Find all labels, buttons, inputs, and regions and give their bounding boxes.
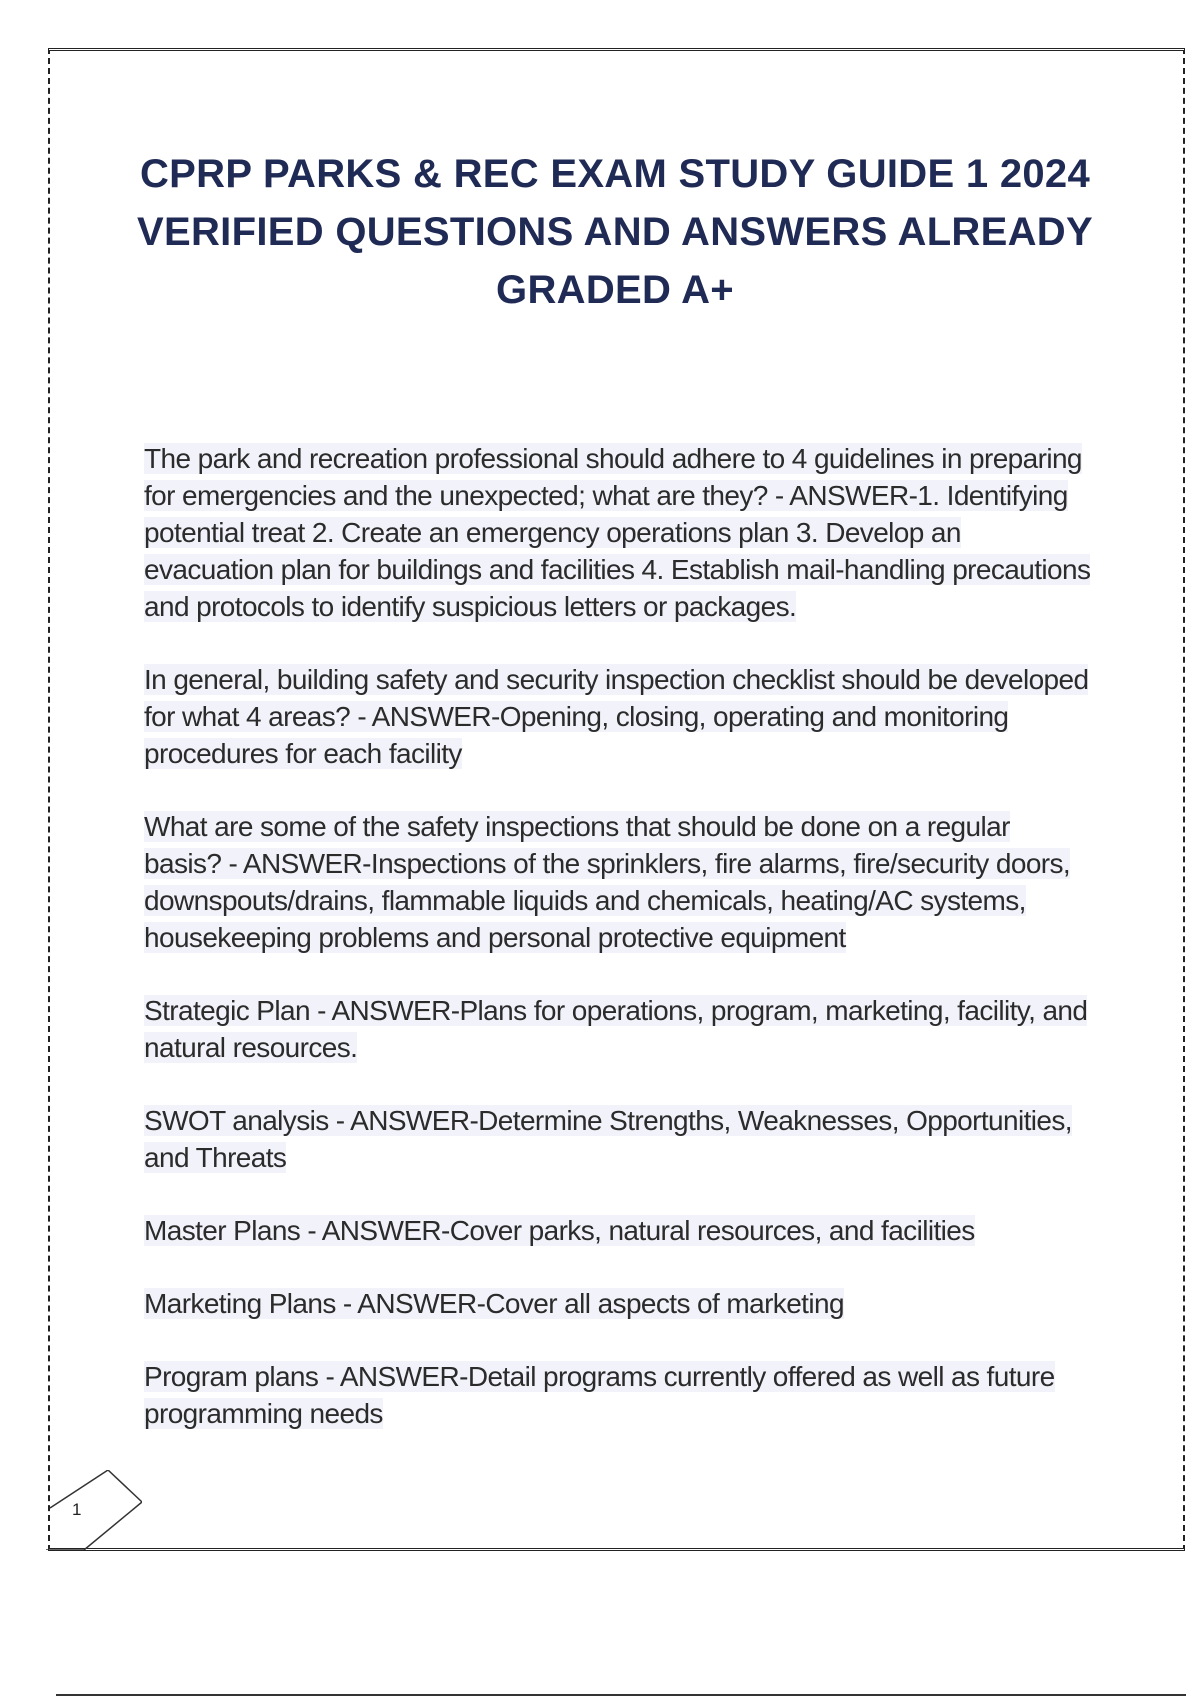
qa-item: [144, 661, 1094, 772]
qa-item: [144, 1212, 1094, 1249]
page-number-tag: [46, 1470, 142, 1550]
qa-item: [144, 992, 1094, 1066]
qa-item: [144, 1358, 1094, 1432]
qa-text: The park and recreation professional should adhere to 4 guidelines in preparing for emergencies and the unexpected; what are they? - ANSWER-1. Identifying potential treat 2. Create an emergency operations plan 3. Develop an evacuation plan for buildings and facilities 4. Establish mail-handling precautions and protocols to identify suspicious letters or packages.: [144, 443, 1091, 622]
qa-text: Strategic Plan - ANSWER-Plans for operations, program, marketing, facility, and natural resources.: [144, 995, 1088, 1063]
qa-text: SWOT analysis - ANSWER-Determine Strengths, Weaknesses, Opportunities, and Threats: [144, 1105, 1072, 1173]
qa-text: Master Plans - ANSWER-Cover parks, natural resources, and facilities: [144, 1215, 975, 1246]
qa-item: [144, 440, 1094, 625]
qa-item: [144, 1102, 1094, 1176]
bottom-rule: [56, 1694, 1186, 1696]
qa-text: What are some of the safety inspections that should be done on a regular basis? - ANSWER-Inspections of the sprinklers, fire alarms, fire/security doors, downspouts/drains, flammable liquids and chemicals, heating/AC systems, housekeeping problems and personal protective equipment: [144, 811, 1071, 953]
qa-item: [144, 1285, 1094, 1322]
qa-text: Program plans - ANSWER-Detail programs currently offered as well as future programming needs: [144, 1361, 1055, 1429]
page-number: 1: [72, 1500, 82, 1519]
qa-list: [144, 440, 1094, 1468]
document-title: CPRP PARKS & REC EXAM STUDY GUIDE 1 2024 VERIFIED QUESTIONS AND ANSWERS ALREADY GRADED A+: [137, 152, 1093, 312]
qa-text: Marketing Plans - ANSWER-Cover all aspects of marketing: [144, 1288, 844, 1319]
page-number-diamond-icon: [46, 1470, 142, 1550]
qa-item: [144, 808, 1094, 956]
qa-text: In general, building safety and security inspection checklist should be developed for what 4 areas? - ANSWER-Opening, closing, operating and monitoring procedures for each facility: [144, 664, 1089, 769]
